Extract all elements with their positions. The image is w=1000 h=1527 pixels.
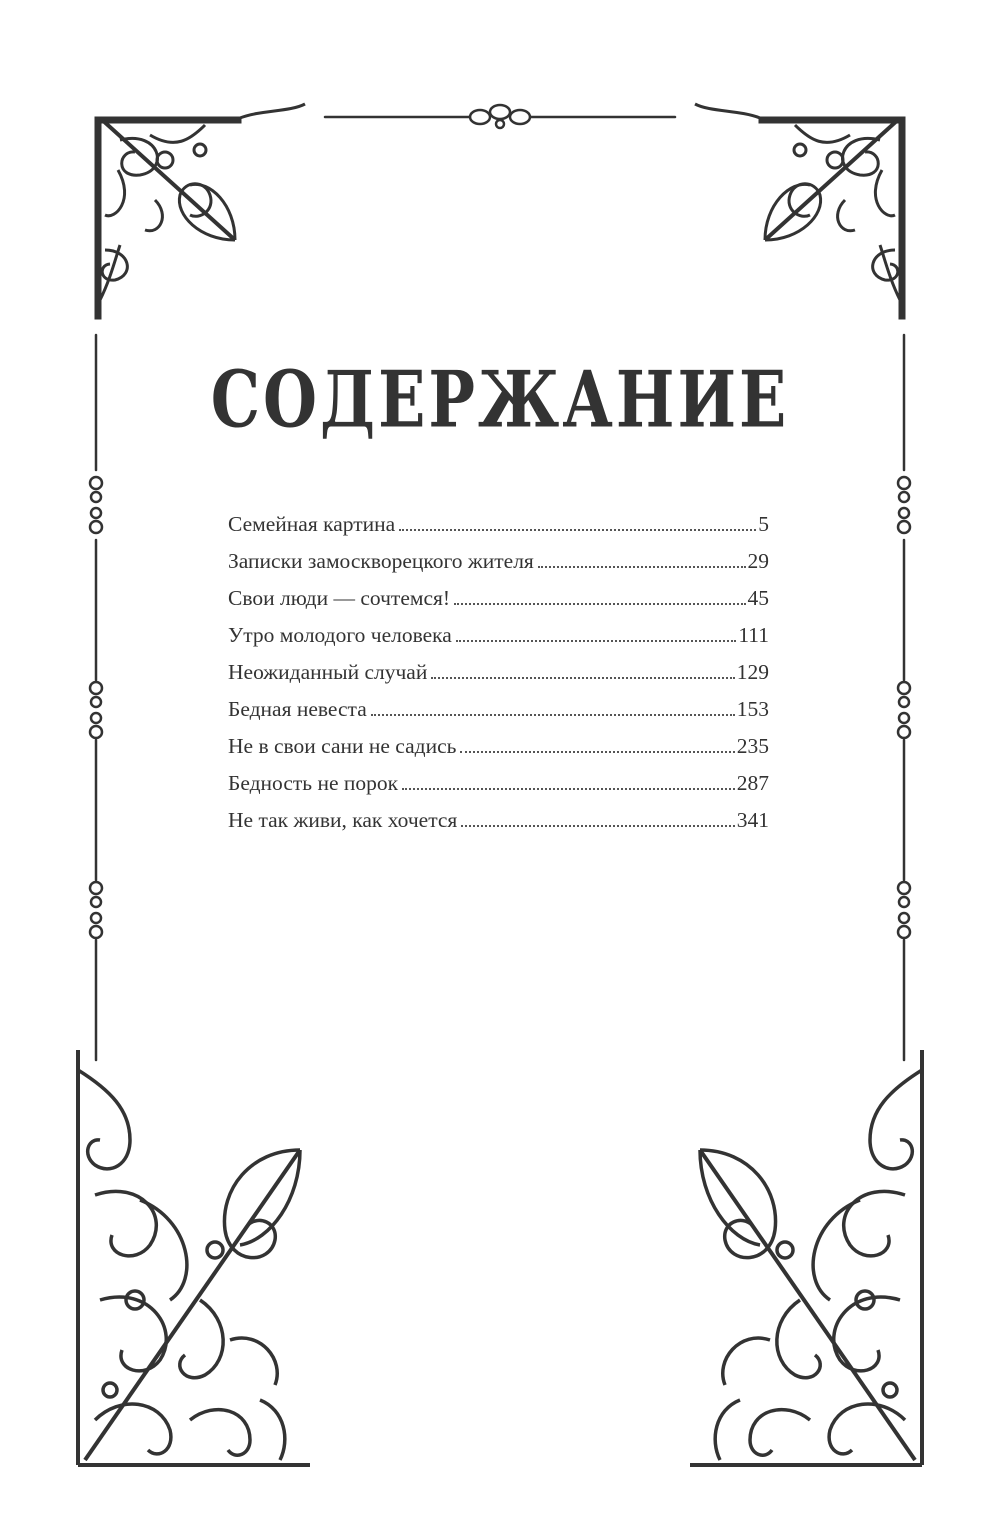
toc-entry-page: 129: [736, 660, 769, 684]
toc-entry-title: Не в свои сани не садись: [228, 734, 457, 758]
dot-leader: [399, 528, 756, 531]
toc-entry[interactable]: [228, 697, 769, 734]
table-of-contents: [228, 512, 769, 845]
toc-entry-title: Утро молодого человека: [228, 623, 452, 647]
dot-leader: [454, 602, 745, 605]
toc-entry[interactable]: [228, 549, 769, 586]
toc-entry[interactable]: [228, 660, 769, 697]
toc-entry[interactable]: [228, 623, 769, 660]
toc-entry-page: 287: [736, 771, 769, 795]
toc-entry-title: Свои люди — сочтемся!: [228, 586, 451, 610]
toc-entry[interactable]: [228, 808, 769, 845]
dot-leader: [431, 676, 734, 679]
toc-entry-page: 29: [747, 549, 769, 573]
toc-entry-title: Семейная картина: [228, 512, 396, 536]
toc-entry[interactable]: [228, 512, 769, 549]
dot-leader: [538, 565, 746, 568]
toc-entry-page: 235: [736, 734, 769, 758]
page-title: СОДЕРЖАНИЕ: [210, 353, 790, 445]
dot-leader: [371, 713, 735, 716]
toc-entry-title: Неожиданный случай: [228, 660, 428, 684]
toc-entry-title: Не так живи, как хочется: [228, 808, 458, 832]
toc-entry[interactable]: [228, 771, 769, 808]
toc-entry-title: Записки замоскворецкого жителя: [228, 549, 534, 573]
toc-entry-title: Бедность не порок: [228, 771, 399, 795]
toc-entry-page: 153: [736, 697, 769, 721]
toc-entry-page: 45: [747, 586, 769, 610]
corner-ornaments: [96, 104, 305, 318]
dot-leader: [460, 750, 734, 753]
toc-entry-page: 111: [738, 623, 769, 647]
toc-entry-title: Бедная невеста: [228, 697, 367, 721]
chain-link-ornaments: [470, 105, 530, 128]
toc-entry-page: 341: [736, 808, 769, 832]
dot-leader: [461, 824, 734, 827]
dot-leader: [402, 787, 735, 790]
toc-entry[interactable]: [228, 734, 769, 771]
toc-entry-page: 5: [758, 512, 769, 536]
toc-entry[interactable]: [228, 586, 769, 623]
dot-leader: [456, 639, 736, 642]
